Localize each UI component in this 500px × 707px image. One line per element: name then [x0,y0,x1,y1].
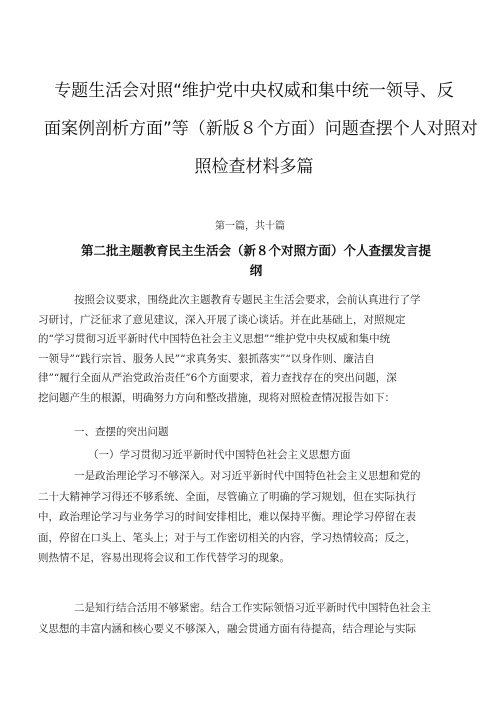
text-line: 义思想的丰富内涵和核心要义不够深入，融会贯通方面有待提高，结合理论与实际 [38,623,416,635]
title-line: 照检查材料多篇 [194,157,314,177]
text-line: 按照会议要求，围绕此次主题教育专题民主生活会要求，会前认真进行了学 [74,294,421,306]
text-line: 律”“履行全面从严治党政治责任”6个方面要求，着力查找存在的突出问题，深 [38,372,397,384]
text-line: 面，停留在口头上、笔头上；对于与工作密切相关的内容，学习热情较高；反之， [38,531,416,544]
heading-level-2 [38,446,462,464]
body-paragraph [38,598,462,640]
subtitle-line: 纲 [249,263,263,278]
heading-level-1 [38,423,462,441]
part-label: 第一篇，共十篇 [215,221,285,232]
document-title [44,72,478,186]
body-paragraph [38,466,462,569]
heading-text: （一）学习贯彻习近平新时代中国特色社会主义思想方面 [88,449,351,461]
text-line: 二十大精神学习得还不够系统、全面，尽管确立了明确的学习规划，但在实际执行 [38,490,416,503]
heading-text: 一、查摆的突出问题 [74,426,169,438]
text-line: 中，政治理论学习与业务学习的时间安排相比，难以保持平衡。理论学习停留在表 [38,511,416,523]
section-subtitle [58,241,454,281]
title-line: 专题生活会对照“维护党中央权威和集中统一领导、反 [54,81,454,101]
text-line: 一是政治理论学习不够深入。对习近平新时代中国特色社会主义思想和党的 [74,470,421,482]
text-line: 则热情不足，容易出现将会议和工作代替学习的现象。 [38,552,290,564]
text-line: 的“学习贯彻习近平新时代中国特色社会主义思想”“维护党中央权威和集中统 [38,333,391,345]
text-line: 一领导”“践行宗旨、服务人民”“求真务实、狠抓落实”“以身作则、廉洁自 [38,352,375,365]
subtitle-line: 第二批主题教育民主生活会（新８个对照方面）个人查摆发言提 [80,243,431,258]
text-line: 挖问题产生的根源，明确努力方向和整改措施，现将对照检查情况报告如下： [38,391,395,404]
text-line: 二是知行结合活用不够紧密。结合工作实际领悟习近平新时代中国特色社会主 [74,602,431,614]
intro-paragraph [38,291,462,408]
text-line: 习研讨，广泛征求了意见建议，深入开展了谈心谈话。并在此基础上，对照规定 [38,313,406,326]
title-line: 面案例剖析方面”等（新版８个方面）问题查摆个人对照对 [44,119,478,139]
